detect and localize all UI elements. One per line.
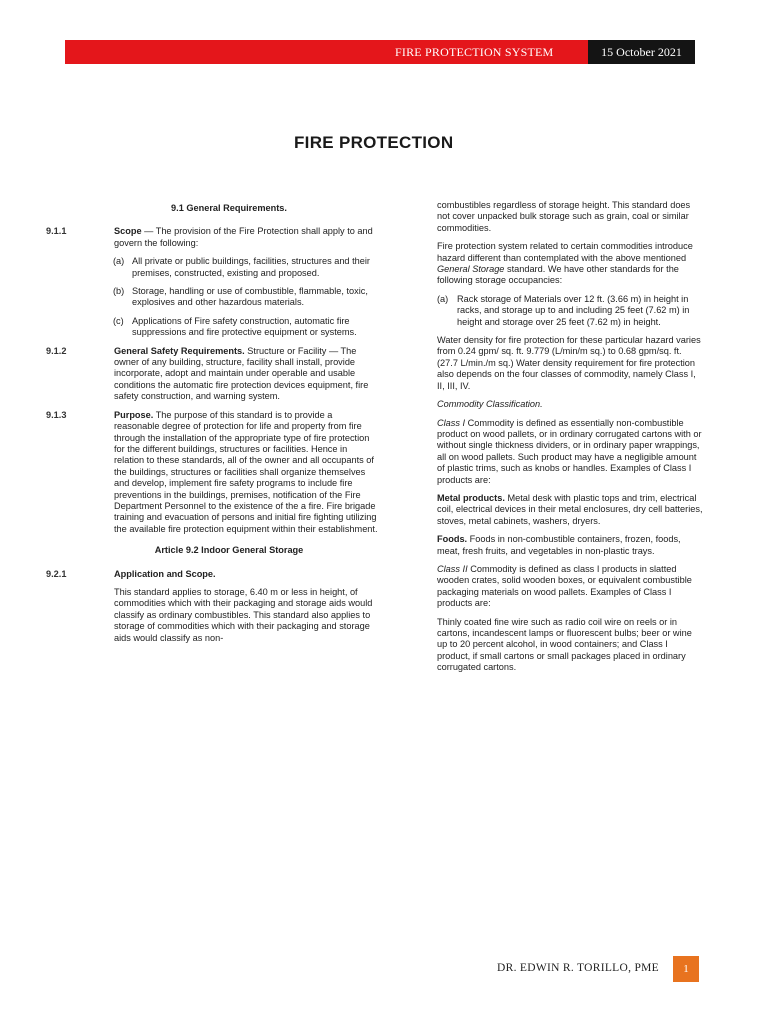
list-item-text: Storage, handling or use of combustible, flammable, toxic, explosives and other hazardous materials.: [132, 286, 368, 308]
header-title: FIRE PROTECTION SYSTEM: [395, 45, 554, 59]
paragraph: Class II Commodity is defined as class I products in slatted wooden crates, solid wooden boxes, or equivalent combustible packaging materials on wood pallets. Examples of Class I products are:: [437, 563, 692, 609]
header-date: 15 October 2021: [588, 40, 695, 64]
list-item-text: Applications of Fire safety construction, automatic fire suppressions and fire protective equipment or systems.: [132, 315, 357, 338]
list-item: [80, 256, 378, 279]
rack-list: [437, 294, 703, 328]
clause-number: 9.1.1: [46, 226, 67, 237]
clause-heading: Application and Scope.: [114, 568, 216, 579]
paragraph: Metal products. Metal desk with plastic tops and trim, electrical coil, electrical devices in their metal enclosures, dry cell batteries, stoves, metal cabinets, washers, dryers.: [437, 492, 703, 526]
clause-number: 9.2.1: [46, 568, 67, 579]
paragraph: Water density for fire protection for these particular hazard varies from 0.24 gpm/ sq. ft. 9.779 (L/min/m sq.) to 0.68 gpm/sq. ft. (27.7 L/min./m sq.) Water density requirement for fire protection also depends on the four classes of commodity, namely Class I, II, III, IV.: [437, 335, 701, 391]
clause-general-safety: [46, 345, 378, 403]
list-item-label: (b): [113, 286, 125, 297]
clause-heading: Purpose.: [114, 409, 154, 420]
list-item-text: All private or public buildings, facilities, structures and their premises, constructed, existing and proposed.: [132, 256, 370, 278]
list-item-label: (a): [113, 256, 125, 267]
paragraph: Class I Commodity is defined as essentially non-combustible product on wood pallets, or in ordinary corrugated cartons with or without single thickness dividers, or in ordinary paper wrappings, all on wood pallets. Such product may have a negligible amount of plastic trims, such as knobs or handles. Examples of Class I products are:: [437, 417, 702, 485]
clause-heading: Scope: [114, 226, 142, 237]
list-item-label: (c): [113, 315, 124, 326]
list-item-label: (a): [437, 293, 449, 304]
clause-text: — The provision of the Fire Protection shall apply to and govern the following:: [114, 226, 373, 248]
clause-text: Structure or Facility — The owner of any building, structure, facility shall install, provide incorporate, adopt and maintain under operable and usable conditions the automatic fire protection devices equipment, fire safety construction, and warning system.: [114, 345, 369, 402]
clause-scope: [46, 226, 378, 249]
footer-author: DR. EDWIN R. TORILLO, PME: [497, 962, 660, 974]
application-paragraph: This standard applies to storage, 6.40 m or less in height, of commodities which with their packaging and storage aids would classify as ordinary combustibles. This standard also applies to storage of commodities which with their packaging and storage aids would classify as non-: [114, 586, 373, 643]
clause-heading: General Safety Requirements.: [114, 345, 245, 356]
list-item-text: Rack storage of Materials over 12 ft. (3.66 m) in height in racks, and storage up to and including 25 feet (7.62 m) in height and storage over 25 feet (7.62 m) in height.: [457, 293, 690, 327]
clause-text: The purpose of this standard is to provide a reasonable degree of protection for life and property from fire through the installation of the appropriate type of fire protection for the different buildings, structures or facilities. Hence in relation to these standards, all of the owner and all occupants of the buildings, structures or facilities shall organize themselves and develop, implement fire safety programs to include fire preventions in the buildings, premises, notification of the Fire Department Personnel to the existence of the a fire. Fire brigade training and evacuation of persons and initial fire fighting utilizing the available fire protection equipment within their establishment.: [114, 409, 378, 534]
clause-number: 9.1.3: [46, 409, 67, 420]
clause-number: 9.1.2: [46, 345, 67, 356]
clause-purpose: [46, 409, 378, 535]
paragraph: combustibles regardless of storage height. This standard does not cover unpacked bulk storage such as grain, coal or similar commodities.: [437, 200, 691, 233]
clause-application: [46, 568, 378, 580]
paragraph: Foods. Foods in non-combustible containers, frozen, foods, meat, fresh fruits, and vegetables in non-plastic trays.: [437, 534, 681, 556]
left-column: [46, 203, 378, 651]
right-column: [437, 200, 703, 681]
paragraph: Thinly coated fine wire such as radio coil wire on reels or in cartons, incandescent lamps or fluorescent bulbs; beer or wine up to 20 percent alcohol, in wood containers; and Class I product, if small cartons or small packages placed in ordinary corrugated cartons.: [437, 616, 692, 673]
page-number-badge: 1: [673, 956, 699, 982]
list-item: [80, 286, 378, 309]
section-heading: 9.1 General Requirements.: [171, 203, 287, 213]
scope-list: [80, 256, 378, 338]
page-title: FIRE PROTECTION: [294, 133, 454, 152]
list-item: [437, 294, 703, 328]
paragraph: Fire protection system related to certain commodities introduce hazard different than contemplated with the above mentioned General Storage standard. We have other standards for the following storage occupancies:: [437, 241, 693, 286]
list-item: [80, 316, 378, 339]
commodity-heading: Commodity Classification.: [437, 399, 543, 410]
article-heading: Article 9.2 Indoor General Storage: [154, 545, 304, 556]
